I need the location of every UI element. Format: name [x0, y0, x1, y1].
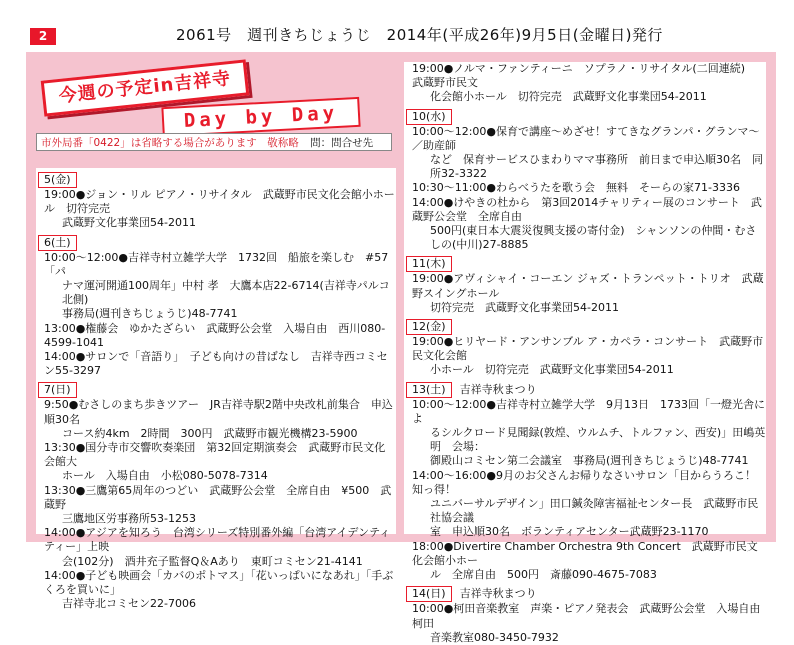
event-line: ホール 入場自由 小松080-5078-7314 [62, 469, 268, 483]
event-entry [404, 469, 766, 540]
event-entry [36, 569, 396, 612]
event-line: 13:30●三鷹第65周年のつどい 武蔵野公会堂 全席自由 ¥500 武蔵野 [44, 483, 392, 511]
event-line: 10:00●柯田音楽教室 声楽・ピアノ発表会 武蔵野公会堂 入場自由 柯田 [412, 602, 772, 630]
day-festival-note: 吉祥寺秋まつり [459, 382, 537, 396]
day-header [404, 315, 766, 335]
event-line: 14:00●けやきの杜から 第3回2014チャリティー展のコンサート 武蔵野公会堂 全席自由 [412, 195, 762, 223]
event-line: コース約4km 2時間 300円 武蔵野市観光機構23-5900 [62, 426, 358, 440]
event-entry [36, 526, 396, 569]
day-label: 5(金) [38, 172, 77, 188]
day-label: 6(土) [38, 235, 77, 251]
event-entry [36, 188, 396, 231]
event-line: 500円(東日本大震災復興支援の寄付金) シャンソンの仲間・むさしの(中川)27-8885 [430, 224, 757, 252]
event-line: ユニバーサルデザイン」田口鍼灸障害福祉センター長 武蔵野市民社協会議 [430, 497, 759, 525]
event-line: 切符完売 武蔵野文化事業団54-2011 [430, 300, 619, 314]
event-line: 事務局(週刊きちじょうじ)48-7741 [62, 307, 238, 321]
event-line: 10:00～12:00●吉祥寺村立雑学大学 1732回 船旅を楽しむ #57「パ [44, 250, 389, 278]
event-line: ナマ運河開通100周年」中村 孝 大鷹本店22-6714(吉祥寺パルコ北側) [62, 279, 390, 307]
event-line: るシルクロード見聞録(敦煌、ウルムチ、トルファン、西安)」田嶋英明 会場： [430, 426, 766, 454]
day-block [404, 62, 766, 105]
event-entry [404, 196, 766, 253]
event-entry [404, 398, 766, 469]
page-number-badge: 2 [30, 28, 56, 45]
event-line: 10:00～12:00●保育で講座～めざせ！すてきなグランパ・グランマ～／助産師 [412, 124, 760, 152]
event-entry [36, 322, 396, 350]
day-header [404, 378, 766, 398]
event-line: 19:00●ノルマ・ファンティーニ ソプラノ・リサイタル(二回連続) 武蔵野市民文 [412, 62, 757, 90]
day-label: 12(金) [406, 319, 452, 335]
day-festival-note: 吉祥寺秋まつり [459, 587, 537, 601]
notice-bar [36, 133, 392, 151]
right-column [404, 62, 772, 644]
event-line: 9:50●むさしのまち歩きツアー JR吉祥寺駅2階中央改札前集合 申込順30名 [44, 398, 393, 426]
day-header [36, 231, 396, 251]
event-entry [404, 540, 766, 583]
event-line: 19:00●ヒリヤード・アンサンブル ア・カペラ・コンサート 武蔵野市民文化会館 [412, 335, 764, 363]
event-entry [36, 251, 396, 322]
day-header [404, 582, 766, 602]
event-line: 会(102分) 酒井充子監督Q＆Aあり 東町コミセン21-4141 [62, 554, 363, 568]
day-label: 11(木) [406, 256, 452, 272]
banner-subtitle: Day by Day [183, 101, 339, 133]
day-label: 13(土) [406, 382, 452, 398]
event-line: 化会館小ホール 切符完売 武蔵野文化事業団54-2011 [430, 90, 707, 104]
day-block [404, 105, 766, 253]
day-block [404, 378, 766, 583]
event-entry [404, 602, 772, 645]
event-line: 19:00●アヴィシャイ・コーエン ジャズ・トランペット・トリオ 武蔵野スイングホール [412, 272, 764, 300]
day-header [36, 168, 396, 188]
event-line: 10:30～11:00●わらべうたを歌う会 無料 そーらの家71-3336 [412, 181, 740, 195]
left-column [36, 168, 396, 611]
event-entry [36, 484, 396, 527]
notice-legend: 問：問合せ先 [310, 137, 374, 149]
event-entry [404, 335, 766, 378]
day-block [36, 231, 396, 379]
event-entry [404, 62, 766, 105]
event-entry [36, 398, 396, 441]
notice-text: 市外局番「0422」は省略する場合があります 敬称略 [41, 137, 299, 149]
event-line: 10:00～12:00●吉祥寺村立雑学大学 9月13日 1733回「一燈光舎によ [412, 397, 765, 425]
day-label: 14(日) [406, 586, 452, 602]
day-block [404, 582, 772, 645]
day-block [36, 378, 396, 611]
event-line: 14:00●サロンで「音語り」 子ども向けの昔ばなし 吉祥寺西コミセン55-3297 [44, 350, 388, 378]
event-line: 室 申込順30名 ボランティアセンター武蔵野23-1170 [430, 525, 709, 539]
event-line: ル 全席自由 500円 斎藤090-4675-7083 [430, 568, 657, 582]
event-line: 小ホール 切符完売 武蔵野文化事業団54-2011 [430, 363, 674, 377]
event-entry [404, 181, 766, 195]
issue-header-title: 2061号 週刊きちじょうじ 2014年(平成26年)9月5日(金曜日)発行 [176, 26, 663, 44]
day-block [404, 252, 766, 315]
day-header [36, 378, 396, 398]
event-line: 18:00●Divertire Chamber Orchestra 9th Concert 武蔵野市民文化会館小ホー [412, 539, 758, 567]
event-line: 13:30●国分寺市交響吹奏楽団 第32回定期演奏会 武蔵野市民文化会館大 [44, 441, 386, 469]
day-block [404, 315, 766, 378]
event-entry [36, 441, 396, 484]
event-entry [404, 125, 766, 182]
event-entry [404, 272, 766, 315]
banner-subtitle-box [161, 97, 360, 137]
day-header [404, 252, 766, 272]
event-entry [36, 350, 396, 378]
day-label: 10(水) [406, 109, 452, 125]
banner-title: 今週の予定in吉祥寺 [57, 68, 233, 107]
day-header [404, 105, 766, 125]
event-line: 三鷹地区労事務所53-1253 [62, 512, 196, 526]
day-label: 7(日) [38, 382, 77, 398]
event-line: 武蔵野文化事業団54-2011 [62, 216, 196, 230]
banner [36, 66, 356, 136]
event-line: 14:00●子ども映画会「カバのポトマス」「花いっぱいになあれ」「手ぶくろを買いに」 [44, 568, 394, 597]
event-line: 14:00●アジアを知ろう 台湾シリーズ特別番外編「台湾アイデンティティー」上映 [44, 526, 391, 554]
event-line: 吉祥寺北コミセン22-7006 [62, 597, 196, 611]
event-line: 19:00●ジョン・リル ピアノ・リサイタル 武蔵野市民文化会館小ホール 切符完売 [44, 188, 395, 216]
event-line: 14:00～16:00●9月のお父さんお帰りなさいサロン「目からうろこ！知っ得！ [412, 468, 756, 496]
event-line: など 保育サービスひまわりママ事務所 前日まで申込順30名 同所32-3322 [430, 153, 763, 181]
day-block [36, 168, 396, 231]
event-line: 音楽教室080-3450-7932 [430, 630, 559, 644]
event-line: 13:00●権藤会 ゆかたざらい 武蔵野公会堂 入場自由 西川080-4599-1041 [44, 321, 386, 349]
event-line: 御殿山コミセン第二会議室 事務局(週刊きちじょうじ)48-7741 [430, 454, 749, 468]
